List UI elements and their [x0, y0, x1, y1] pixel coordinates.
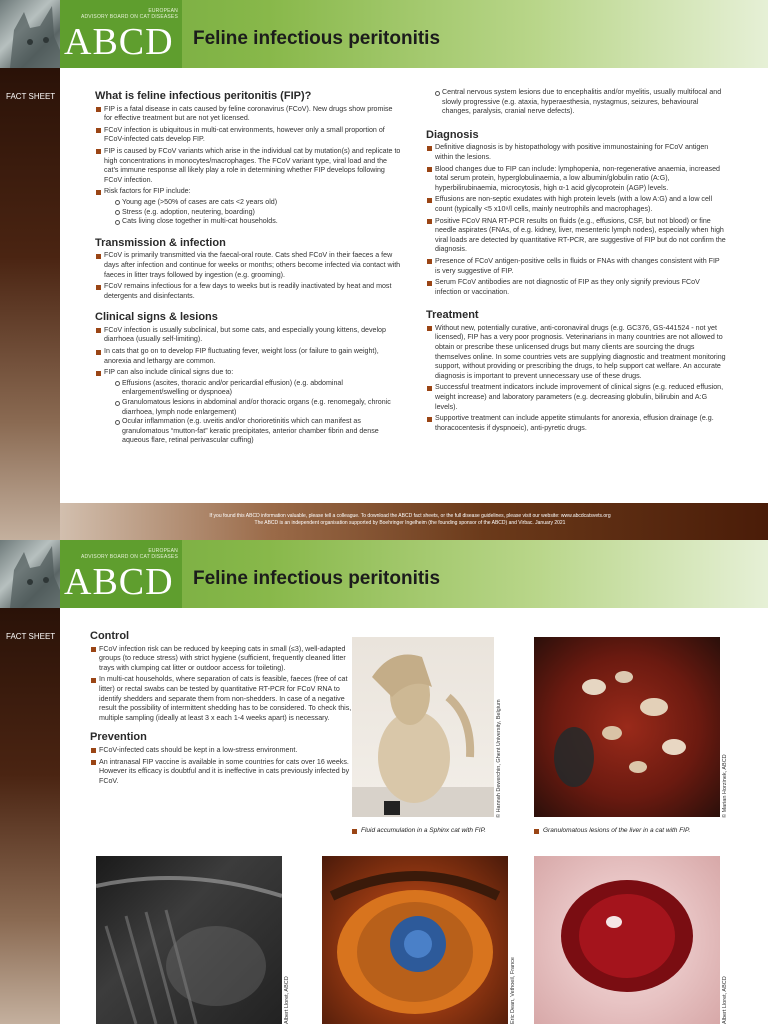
org-name-line-1: EUROPEAN [148, 8, 178, 14]
risk-factors-intro: Risk factors for FIP include: [104, 187, 191, 196]
section-control [90, 632, 352, 723]
heading-control: Control [90, 630, 130, 642]
photo-credit: Eric Dean, Vethoeil, France [510, 957, 516, 1024]
photo-credit: Albert Lloret, ABCD [722, 976, 728, 1024]
cat-photo-banner [0, 540, 60, 608]
sidebar [0, 68, 60, 540]
cat-photo-banner [0, 0, 60, 68]
list-item: FCoV infection is ubiquitous in multi-cat environments, however only a small proportion of FCoV-infected cats develop FIP. [95, 126, 401, 145]
fact-sheet-page-2 [0, 540, 768, 1024]
heading-what-is-fip: What is feline infectious peritonitis (FIP)? [95, 90, 312, 102]
sub-list-item: Stress (e.g. adoption, neutering, boarding) [114, 208, 401, 218]
photo-caption: Granulomatous lesions of the liver in a cat with FIP. [534, 827, 743, 834]
page-2-content [60, 608, 768, 1024]
list-item: Blood changes due to FIP can include: lymphopenia, non-regenerative anaemia, increased total serum protein, hyperglobulinaemia, a low albumin/globulin ratio (A:G), hyperbilirubinaemia, microcytosis, high α-1 acid glycoprotein (AGP) levels. [426, 165, 726, 194]
list-item: Definitive diagnosis is by histopathology with positive immunostaining for FCoV antigen within the lesions. [426, 143, 726, 162]
list-item: Serum FCoV antibodies are not diagnostic of FIP as they only signify previous FCoV infection or vaccination. [426, 278, 726, 297]
fact-sheet-label: FACT SHEET [6, 92, 56, 101]
list-item: Effusions are non-septic exudates with high protein levels (with a low A:G) and a low cell count (typically <5 x10⁹/l cells, mainly neutrophils and macrophages). [426, 195, 726, 214]
clinical-signs-intro: FIP can also include clinical signs due to: [104, 368, 234, 377]
section-treatment [426, 311, 726, 433]
photo-credit: © Hannah Dewerchin, Ghent University, Belgium [496, 699, 502, 818]
photo-credit: Albert Lloret, ABCD [284, 976, 290, 1024]
page-header [0, 0, 768, 68]
fact-sheet-label: FACT SHEET [6, 632, 56, 641]
footer-line-2: The ABCD is an independent organisation supported by Boehringer Ingelheim (the founding sponsor of the ABCD) and Virbac. January 2021 [254, 520, 566, 526]
sub-list-item: Young age (>50% of cases are cats <2 years old) [114, 198, 401, 208]
list-item: FCoV is primarily transmitted via the faecal-oral route. Cats shed FCoV in their faeces a few days after infection and continue for weeks or months; others become infected via contact with faeces in litter trays followed by ingestion (e.g. grooming). [95, 251, 401, 280]
org-name-line-2: ADVISORY BOARD ON CAT DISEASES [80, 554, 178, 560]
list-item: FIP is a fatal disease in cats caused by feline coronavirus (FCoV). New drugs show promise for effective treatment but are not yet licensed. [95, 105, 401, 124]
sub-list-item: Ocular inflammation (e.g. uveitis and/or chorioretinitis which can manifest as granulomatous “mutton-fat” keratic precipitates, anterior chamber fibrin and dense aqueous flare, retinal perivascular cuffing) [114, 417, 401, 446]
section-what-is-fip [95, 92, 401, 227]
list-item: FCoV infection is usually subclinical, but some cats, and especially young kittens, develop diarrhoea (usually self-limiting). [95, 326, 401, 345]
list-item: In multi-cat households, where separation of cats is feasible, faeces (free of cat litter) or rectal swabs can be tested by quantitative RT-PCR for FCoV RNA to identify shedders and separate them from non-shedders. In case of a negative result the possibility of intermittent shedding has to be considered. To check this, multiple sampling (ideally at least 3 x each 1-4 weeks apart) is necessary. [90, 675, 352, 723]
page-title: Feline infectious peritonitis [193, 28, 441, 49]
photo-credit: © Marian Horzinek, ABCD [722, 754, 728, 818]
photo-caption: Fluid accumulation in a Sphinx cat with FIP. [352, 827, 551, 834]
list-item: Successful treatment indicators include improvement of clinical signs (e.g. reduced effusion, weight increase) and laboratory parameters (e.g. decreasing globulin, bilirubin and A:G levels). [426, 383, 726, 412]
list-item: Supportive treatment can include appetite stimulants for anorexia, effusion drainage (e.g. thoracocentesis if dyspnoeic), anti-pyretic drugs. [426, 414, 726, 433]
sub-list-item: Granulomatous lesions in abdominal and/or thoracic organs (e.g. renomegaly, chronic diarrhoea, lymph node enlargement) [114, 398, 401, 417]
page-1-content [60, 68, 768, 503]
list-item: An intranasal FIP vaccine is available in some countries for cats over 16 weeks. However its efficacy is doubtful and it is ineffective in cats previously infected by FCoV. [90, 758, 352, 787]
section-transmission [95, 236, 401, 302]
list-item: Positive FCoV RNA RT-PCR results on fluids (e.g., effusions, CSF, but not blood) or fine needle aspirates (FNAs, of e.g. kidney, liver, mesenteric lymph nodes), especially when high viral loads are detected by quantitative RT-PCR, are suggestive of FIP but do not confirm the diagnosis. [426, 217, 726, 255]
sidebar [0, 608, 60, 1024]
cns-lesions-list [434, 88, 726, 117]
list-item: Presence of FCoV antigen-positive cells in fluids or FNAs with changes consistent with FIP is very suggestive of FIP. [426, 257, 726, 276]
right-column [426, 88, 726, 443]
section-clinical-signs [95, 313, 401, 446]
page-footer [60, 503, 768, 540]
org-name-line-2: ADVISORY BOARD ON CAT DISEASES [80, 14, 178, 20]
heading-diagnosis: Diagnosis [426, 128, 479, 141]
page-title: Feline infectious peritonitis [193, 568, 441, 589]
section-prevention [90, 733, 352, 786]
logo-text: ABCD [64, 561, 174, 603]
left-column [95, 92, 401, 456]
list-item: FIP is caused by FCoV variants which arise in the individual cat by mutation(s) and replicate to high concentrations in monocytes/macrophages. The FCoV variant type, viral load and the cat’s immune response all likely play a role in determining whether FIP develops following FCoV infection. [95, 147, 401, 185]
footer-line-1: If you found this ABCD information valuable, please tell a colleague. To download the ABCD fact sheets, or the full disease guidelines, please visit our website: www.abcdcatsvets.org [209, 513, 611, 519]
org-name-line-1: EUROPEAN [148, 548, 178, 554]
list-item: FCoV-infected cats should be kept in a low-stress environment. [90, 746, 352, 756]
left-column [90, 632, 352, 796]
sub-list-item: Central nervous system lesions due to encephalitis and/or myelitis, usually multifocal and slowly progressive (e.g. ataxia, hyperaesthesia, nystagmus, seizures, behavioural changes, paralysis, cranial nerve defects). [434, 88, 726, 117]
section-diagnosis [426, 128, 726, 298]
heading-transmission: Transmission & infection [95, 236, 226, 249]
abcd-logo [60, 540, 182, 608]
list-item: FCoV remains infectious for a few days to weeks but is readily inactivated by heat and most detergents and disinfectants. [95, 282, 401, 301]
list-item [95, 187, 401, 226]
photo-sphinx-cat [352, 637, 494, 817]
photo-eye-uveitis [322, 856, 508, 1024]
list-item: FCoV infection risk can be reduced by keeping cats in small (≤3), well-adapted groups (to reduce stress) with strict hygiene (sufficient, frequently cleaned litter trays with clumping cat litter or outdoor access for toileting). [90, 645, 352, 674]
logo-text: ABCD [64, 21, 174, 63]
photo-thoracic-radiograph [96, 856, 282, 1024]
page-header [0, 540, 768, 608]
photo-eye-hyphaema [534, 856, 720, 1024]
photo-liver-lesions [534, 637, 720, 817]
list-item [95, 368, 401, 446]
heading-treatment: Treatment [426, 309, 479, 322]
heading-clinical-signs: Clinical signs & lesions [95, 311, 218, 324]
heading-prevention: Prevention [90, 731, 147, 744]
sub-list-item: Cats living close together in multi-cat households. [114, 217, 401, 227]
sub-list-item: Effusions (ascites, thoracic and/or pericardial effusion) (e.g. abdominal enlargement/swelling or dyspnoea) [114, 379, 401, 398]
list-item: Without new, potentially curative, anti-coronaviral drugs (e.g. GC376, GS-441524 - not yet licensed), FIP has a very poor prognosis. Veterinarians in many countries are not allowed to obtain or prescribe these unlicensed drugs but many clients are sourcing the drugs themselves online. In some countries vets are supplying diagnostic and treatment monitoring support, without providing or prescribing the drugs, to help support cat welfare. An accurate diagnosis is important to prevent unnecessary use of these drugs. [426, 324, 726, 382]
list-item: In cats that go on to develop FIP fluctuating fever, weight loss (or failure to gain weight), anorexia and lethargy are common. [95, 347, 401, 366]
abcd-logo [60, 0, 182, 68]
